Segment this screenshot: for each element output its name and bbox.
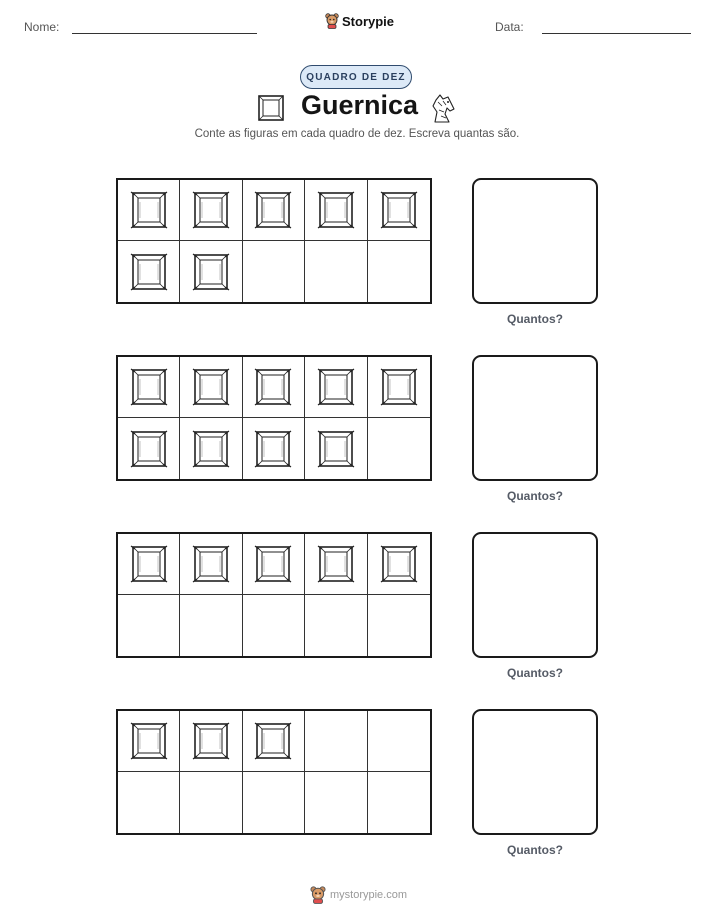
title-row <box>0 90 714 126</box>
ten-frame-cell <box>305 595 367 656</box>
ten-frame-cell <box>180 241 242 302</box>
ten-frame-4 <box>116 709 432 835</box>
brand-name: Storypie <box>342 13 395 29</box>
picture-frame-icon <box>191 543 231 585</box>
worksheet-badge: QUADRO DE DEZ <box>300 65 412 89</box>
horse-head-icon <box>427 92 457 124</box>
picture-frame-icon <box>256 93 286 123</box>
ten-frame-cell <box>305 418 367 479</box>
ten-frame-cell <box>118 180 180 241</box>
picture-frame-icon <box>316 366 356 408</box>
answer-box-1[interactable] <box>472 178 598 304</box>
ten-frame-cell <box>305 711 367 772</box>
picture-frame-icon <box>316 189 356 231</box>
ten-frame-cell <box>305 241 367 302</box>
ten-frame-cell <box>368 418 430 479</box>
picture-frame-icon <box>253 366 293 408</box>
ten-frame-cell <box>180 357 242 418</box>
picture-frame-icon <box>129 189 169 231</box>
quantos-label-1: Quantos? <box>507 312 563 326</box>
date-label: Data: <box>495 20 524 34</box>
ten-frame-cell <box>180 180 242 241</box>
ten-frame-cell <box>368 180 430 241</box>
quantos-label-2: Quantos? <box>507 489 563 503</box>
ten-frame-cell <box>243 534 305 595</box>
footer <box>310 886 407 904</box>
instructions: Conte as figuras em cada quadro de dez. Escreva quantas são. <box>194 128 520 140</box>
quantos-label-4: Quantos? <box>507 843 563 857</box>
picture-frame-icon <box>316 428 356 470</box>
picture-frame-icon <box>191 720 231 762</box>
ten-frame-cell <box>368 772 430 833</box>
picture-frame-icon <box>191 428 231 470</box>
ten-frame-cell <box>305 534 367 595</box>
page-title: Guernica <box>301 90 419 120</box>
answer-box-3[interactable] <box>472 532 598 658</box>
picture-frame-icon <box>379 366 419 408</box>
answer-box-2[interactable] <box>472 355 598 481</box>
picture-frame-icon <box>129 543 169 585</box>
ten-frame-cell <box>368 357 430 418</box>
ten-frame-cell <box>243 711 305 772</box>
ten-frame-cell <box>180 534 242 595</box>
ten-frame-cell <box>368 595 430 656</box>
picture-frame-icon <box>129 251 169 293</box>
ten-frame-cell <box>305 772 367 833</box>
ten-frame-cell <box>180 711 242 772</box>
ten-frame-cell <box>118 418 180 479</box>
ten-frame-cell <box>180 595 242 656</box>
ten-frame-cell <box>118 772 180 833</box>
picture-frame-icon <box>379 543 419 585</box>
ten-frame-cell <box>118 595 180 656</box>
ten-frame-2 <box>116 355 432 481</box>
ten-frame-cell <box>243 772 305 833</box>
ten-frame-cell <box>180 418 242 479</box>
bear-mascot-icon <box>310 886 326 904</box>
picture-frame-icon <box>316 543 356 585</box>
picture-frame-icon <box>191 366 231 408</box>
picture-frame-icon <box>129 720 169 762</box>
picture-frame-icon <box>253 720 293 762</box>
picture-frame-icon <box>253 428 293 470</box>
ten-frame-cell <box>243 595 305 656</box>
brand-logo <box>325 13 394 29</box>
ten-frame-cell <box>118 357 180 418</box>
ten-frame-cell <box>243 241 305 302</box>
picture-frame-icon <box>129 428 169 470</box>
ten-frame-cell <box>243 357 305 418</box>
name-label: Nome: <box>24 20 60 34</box>
ten-frame-cell <box>305 180 367 241</box>
picture-frame-icon <box>379 189 419 231</box>
ten-frame-cell <box>180 772 242 833</box>
ten-frame-cell <box>368 711 430 772</box>
picture-frame-icon <box>253 189 293 231</box>
picture-frame-icon <box>191 189 231 231</box>
ten-frame-cell <box>243 418 305 479</box>
ten-frame-3 <box>116 532 432 658</box>
footer-url[interactable]: mystorypie.com <box>330 889 408 901</box>
ten-frame-cell <box>118 711 180 772</box>
ten-frame-cell <box>368 241 430 302</box>
name-line[interactable] <box>72 33 257 34</box>
ten-frame-cell <box>243 180 305 241</box>
ten-frame-cell <box>368 534 430 595</box>
ten-frame-cell <box>118 534 180 595</box>
quantos-label-3: Quantos? <box>507 666 563 680</box>
date-line[interactable] <box>542 33 691 34</box>
picture-frame-icon <box>191 251 231 293</box>
ten-frame-1 <box>116 178 432 304</box>
picture-frame-icon <box>253 543 293 585</box>
answer-box-4[interactable] <box>472 709 598 835</box>
bear-mascot-icon <box>325 13 339 29</box>
picture-frame-icon <box>129 366 169 408</box>
ten-frame-cell <box>305 357 367 418</box>
ten-frame-cell <box>118 241 180 302</box>
